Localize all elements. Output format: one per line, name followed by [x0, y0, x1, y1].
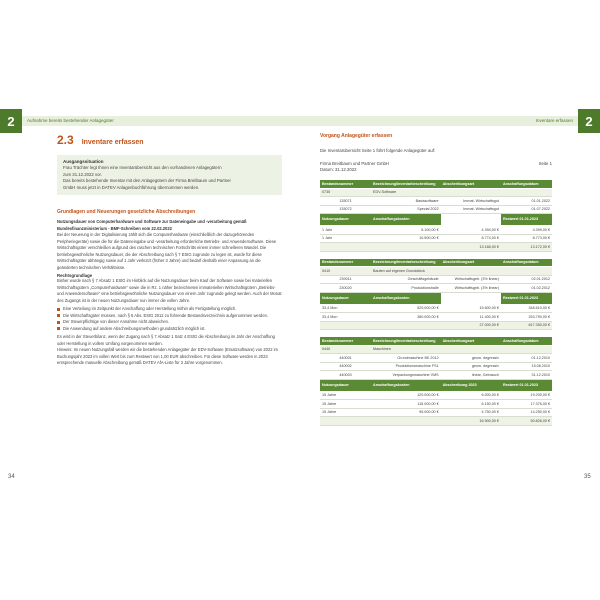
paragraph: Bisher wurde nach § 7 Absatz 1 EStG im Hinblick auf die Nutzungsdauer beim Kauf der Software sowie bei materiellen Wirtschaftsgütern „Computerhardware" sowie die in Rz. 1 näher bezeichneten immateriellen Wirtschaftsgütern „Betriebs- und Anwendersoftware" eine betriebsgewöhnliche Nutzungsdauer von einem Jahr zugrunde gelegt werden. Auch der Monat des Zugangs ist in der neuen Nutzungsdauer nun immer die vollen Jahre.	[57, 278, 282, 303]
col-header: Bezeichnung/Inventarbeschreibung	[371, 259, 441, 267]
table-row: 15 Jahre 120.000,00 € 6.000,00 € 19.200,00 €	[320, 391, 552, 400]
table-row: 1 Jahr 5.100,00 € 4.394,00 € 4.399,00 €	[320, 226, 552, 235]
table-row: 440003 Verpackungsmaschine VMS linear, Gebrauch 31.12.2010	[320, 371, 552, 380]
col-header: Anschaffungsdatum	[501, 259, 552, 267]
section-number: 2.3	[57, 133, 74, 147]
inventory-table-edv-software	[320, 180, 552, 252]
example-title: Ausgangssituation	[63, 159, 104, 164]
table-subheader-row	[320, 379, 552, 391]
col-header: Anschaffungsdatum	[501, 337, 552, 345]
right-page-content	[320, 133, 552, 426]
page-number-left: 34	[8, 474, 15, 480]
table-row: 230011 Geschäftsgebäude Wirtschaftsgeb. (3% linear) 02.01.2012	[320, 275, 552, 284]
running-header-right: Inventare erfassen	[300, 116, 578, 126]
table-header-row	[320, 180, 552, 188]
bullet-square-icon	[57, 308, 60, 311]
left-page-content	[57, 133, 282, 367]
example-box	[57, 155, 282, 195]
table-subheader-row	[320, 214, 552, 226]
date-line: Datum: 31.12.2022	[320, 167, 357, 172]
table-subheader-row	[320, 292, 552, 304]
col-header: Abschreibungsart	[441, 259, 501, 267]
table-row: 15 Jahre 95.000,00 € 4.750,00 € 14.250,00 €	[320, 408, 552, 417]
section-title: Inventare erfassen	[81, 139, 144, 146]
table-total-row: 27.000,00 € 617.350,00 €	[320, 321, 552, 330]
inventory-table-bauten	[320, 259, 552, 331]
example-line: Frau Trächter legt Ihnen eine Inventarübersicht aus den vorhandenen Anlagegütern	[63, 165, 222, 170]
group-row: 0735 EDV-Software	[320, 188, 552, 197]
table-header-row	[320, 337, 552, 345]
right-heading: Vorgang Anlagegüter erfassen	[320, 133, 393, 139]
table-row: 15 Jahre 115.000,00 € 6.150,00 € 17.376,00 €	[320, 400, 552, 409]
paragraph-heading: Rechtsgrundlage	[57, 273, 93, 278]
col-header: Bestandsnummer	[320, 180, 371, 188]
col-header: Nutzungsdauer	[320, 214, 371, 226]
example-line: zum 31.12.2022 vor.	[63, 171, 102, 177]
col-header: Bestandsnummer	[320, 259, 371, 267]
col-header: Anschaffungskosten	[371, 214, 441, 226]
table-row: 440001 Grundmaschine BK 2012 geom. degressiv 01.12.2010	[320, 354, 552, 363]
bullet-square-icon	[57, 321, 60, 324]
page-number-right: 35	[584, 474, 591, 480]
table-row: 135071 Basissoftware Immat. Wirtschaftsgut 01.01.2022	[320, 197, 552, 206]
running-header-left: Aufnahme bereits bestehender Anlagegüter	[22, 116, 300, 126]
table-header-row	[320, 259, 552, 267]
col-header: Restwert 01.01.2023	[501, 292, 552, 304]
col-header: Anschaffungskosten	[371, 379, 441, 391]
intro-text: Die Inventarübersicht Seite 1 führt folgende Anlagegüter auf:	[320, 148, 436, 153]
table-row: 135072 Spezial 2022 Immat. Wirtschaftsgut 01.07.2022	[320, 205, 552, 214]
paragraph: Bei der Neuerung in der Digitalisierung zählt sich die Computerhardware (einschließlich der dazugehörenden Peripheriegeräte) sowie die für die Dateneingabe und -verarbeitung erforderliche Betriebs- und Anwendersoftware. Diese Wirtschaftsgüter verschleißen aufgrund des raschen technischen Fortschritts einem immer schnelleren Wandel. Die betriebsgewöhnliche Nutzungsdauer, die der Abschreibung nach § 7 EStG zugrunde zu legen ist, wurde für diese Wirtschaftsgüter abhängig sowie auf 1 Jahr verkürzt (früher 3 Jahre) und bedarf deshalb einer Anpassung an die geänderten technischen Verhältnisse.	[57, 232, 277, 270]
col-header: Anschaffungskosten	[371, 292, 441, 304]
col-header: Nutzungsdauer	[320, 292, 371, 304]
table-row: 230020 Produktionshalle Wirtschaftsgeb. (3% linear) 01.02.2012	[320, 284, 552, 293]
table-row: 440002 Produktionsmaschine FS1 geom. degressiv 15.08.2010	[320, 362, 552, 371]
col-header: Bezeichnung/Inventarbeschreibung	[371, 180, 441, 188]
col-header: Abschreibung 2023	[441, 379, 501, 391]
col-header: Anschaffungsdatum	[501, 180, 552, 188]
col-header: Nutzungsdauer	[320, 379, 371, 391]
chapter-tab-right: 2	[578, 109, 600, 133]
example-line: Das bereits bestehende Inventar mit den Anlagegütern der Firma Breitbaum und Partner	[63, 178, 231, 183]
hinweis-paragraph: Hinweis: Im neuen Nutzungsfall werden wir die bestehenden Anlagegüter der EDV-Software (Ersatzsoftware) von 2022 im Buchungsjahr 2023 im vollen Wert bis zum Restwert von 1,00 EUR abschreiben. Für diese Software werden in 2023 entsprechende manuelle Abschreibung gemäß DATEV AfA-Liste für 3 Jahre vorgenommen.	[57, 347, 278, 365]
col-header: Restwert 01.01.2023	[501, 379, 552, 391]
chapter-tab-left: 2	[0, 109, 22, 133]
bullet-item: Der Steuerpflichtige von dieser Annahme nicht abweichen.	[57, 319, 282, 326]
col-header: Abschreibungsart	[441, 337, 501, 345]
group-row: 0410 Bauten auf eigenen Grundstück	[320, 267, 552, 276]
bullet-item: Die Anwendung auf andere Abschreibungsmethoden grundsätzlich möglich ist.	[57, 326, 282, 333]
example-line: GmbH muss jetzt in DATEV Anlagenbuchführung übernommen werden.	[63, 184, 200, 190]
bullet-item: Die Wirtschaftsgüter müssen, nach § 5 Abs. EStG 2012 zu führende Bestandsverzeichnis aufgenommen werden.	[57, 313, 282, 320]
col-header: Bezeichnung/Inventarbeschreibung	[371, 337, 441, 345]
bullet-item: Eine Verteilung im Zeitpunkt der Anschaffung oder Herstellung mithin als Fertigstellung möglich.	[57, 306, 282, 313]
paragraph-bold: Nutzungsdauer von Computerhardware und Software zur Dateneingabe und -verarbeitung gemäß Bundesfinanzministerium - BMF-Schreiben vom 22.02.2022	[57, 219, 247, 231]
bullet-list	[57, 306, 282, 332]
table-row: 33,4 Mon 520.000,00 € 15.600,00 € 348.610,00 €	[320, 304, 552, 313]
group-row: 0440 Maschinen	[320, 345, 552, 354]
bullet-square-icon	[57, 314, 60, 317]
section-heading	[57, 133, 282, 147]
table-row: 1 Jahr 10.500,00 € 8.774,00 € 8.773,00 €	[320, 234, 552, 243]
col-header: Bestandsnummer	[320, 337, 371, 345]
company-line: Firma Breitbaum und Partner GmbH Seite 1	[320, 161, 552, 166]
table-total-row: 13.168,00 € 13.172,00 €	[320, 243, 552, 252]
col-header: Restwert 01.01.2023	[501, 214, 552, 226]
subsection-heading: Grundlagen und Neuerungen gesetzliche Abschreibungen	[57, 209, 196, 215]
inventory-table-maschinen	[320, 337, 552, 426]
table-row: 33,4 Mon 380.000,00 € 11.400,00 € 253.790,00 €	[320, 313, 552, 322]
page-label: Seite 1	[538, 161, 552, 166]
col-header: Abschreibungsart	[441, 180, 501, 188]
bullet-square-icon	[57, 327, 60, 330]
paragraph: Es wird in der Steuerbilanz, wenn der Zugang nach § 7 Absatz 1 Satz 4 EStG die Abschreibung im Jahr der Anschaffung oder Herstellung in vollem Umfang vorgenommen werden.	[57, 334, 275, 346]
table-total-row: 16.900,00 € 50.826,00 €	[320, 417, 552, 426]
